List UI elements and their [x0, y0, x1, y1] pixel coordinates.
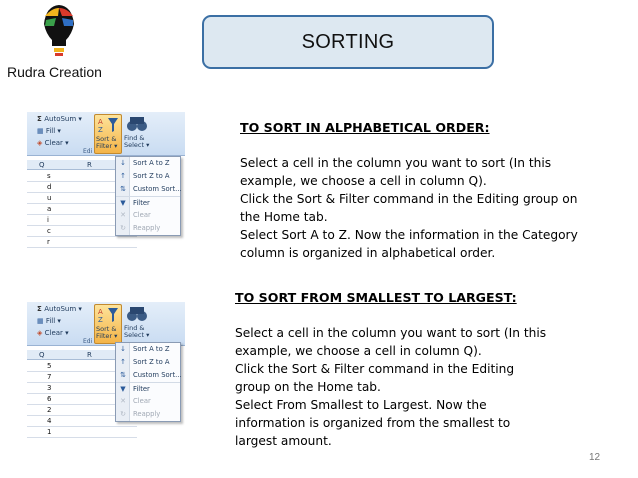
custom-sort-icon: ⇅ [120, 371, 126, 379]
svg-text:Z: Z [98, 316, 103, 324]
menu-item-clear: ✕ Clear [116, 395, 180, 408]
slide-title: SORTING [202, 15, 494, 69]
sort-za-icon: ↑ [120, 172, 126, 180]
table-row: 6 [27, 394, 137, 405]
sort-az-icon: ↓ [120, 345, 126, 353]
table-row: 1 [27, 427, 137, 438]
brand-name: Rudra Creation [7, 64, 102, 80]
table-row: 2 [27, 405, 137, 416]
editing-group-label: Edi [83, 338, 93, 345]
excel-screenshot-smallest-largest [27, 302, 185, 458]
rudra-creation-logo [36, 2, 82, 60]
text-line: the Home tab. [240, 210, 328, 224]
text-line: example, we choose a cell in column Q). [240, 174, 487, 188]
column-q-header: Q [39, 351, 45, 359]
excel-screenshot-alphabetical [27, 112, 185, 272]
table-row: d [27, 182, 137, 193]
svg-text:A: A [98, 118, 103, 126]
table-row: 4 [27, 416, 137, 427]
find-select-button: Find & Select ▾ [123, 304, 153, 344]
sort-filter-dropdown [115, 342, 181, 422]
text-line: Select a cell in the column you want to sort (In this [240, 156, 552, 170]
menu-item-custom-sort: ⇅ Custom Sort... [116, 183, 180, 196]
autosum-command: Σ AutoSum ▾ [37, 305, 82, 313]
sort-filter-icon [95, 305, 121, 325]
reapply-icon: ↻ [120, 224, 126, 232]
menu-item-reapply: ↻ Reapply [116, 408, 180, 421]
editing-group-label: Edi [83, 148, 93, 155]
text-line: Select From Smallest to Largest. Now the [235, 398, 487, 412]
clear-command: ◈ Clear ▾ [37, 329, 69, 337]
filter-icon: ▼ [120, 385, 126, 393]
menu-item-filter: ▼ Filter [116, 382, 180, 395]
sort-filter-dropdown [115, 156, 181, 236]
table-row: a [27, 204, 137, 215]
table-row: 3 [27, 383, 137, 394]
section-body [240, 154, 620, 262]
text-line: largest amount. [235, 434, 332, 448]
reapply-icon: ↻ [120, 410, 126, 418]
binoculars-icon [123, 114, 151, 134]
section-heading: TO SORT IN ALPHABETICAL ORDER: [240, 120, 490, 135]
find-select-button: Find & Select ▾ [123, 114, 153, 154]
column-r-header: R [87, 351, 92, 359]
menu-item-clear: ✕ Clear [116, 209, 180, 222]
svg-text:Z: Z [98, 126, 103, 134]
menu-item-sort-a-to-z: ↓ Sort A to Z [116, 157, 180, 170]
section-alphabetical [240, 119, 620, 262]
menu-item-sort-z-to-a: ↑ Sort Z to A [116, 170, 180, 183]
autosum-command: Σ AutoSum ▾ [37, 115, 82, 123]
custom-sort-icon: ⇅ [120, 185, 126, 193]
clear-filter-icon: ✕ [120, 211, 126, 219]
section-body [235, 324, 580, 450]
table-row: 7 [27, 372, 137, 383]
table-row: s [27, 171, 137, 182]
sort-az-icon: ↓ [120, 159, 126, 167]
text-line: Click the Sort & Filter command in the Editing group on [240, 192, 578, 206]
text-line: Select a cell in the column you want to sort (In this [235, 326, 547, 340]
text-line: information is organized from the smallest to [235, 416, 511, 430]
section-heading: TO SORT FROM SMALLEST TO LARGEST: [235, 290, 517, 305]
fill-command: ▦ Fill ▾ [37, 317, 61, 325]
table-row: i [27, 215, 137, 226]
text-line: Click the Sort & Filter command in the Editing [235, 362, 515, 376]
table-row: 5 [27, 361, 137, 372]
menu-item-reapply: ↻ Reapply [116, 222, 180, 235]
section-smallest-largest [235, 289, 580, 450]
ribbon-editing-group [27, 112, 185, 156]
text-line: example, we choose a cell in column Q). [235, 344, 482, 358]
clear-filter-icon: ✕ [120, 397, 126, 405]
text-line: column is organized in alphabetical order. [240, 246, 496, 260]
page-number: 12 [589, 452, 601, 463]
binoculars-icon [123, 304, 151, 324]
table-row: u [27, 193, 137, 204]
menu-item-filter: ▼ Filter [116, 196, 180, 209]
menu-item-custom-sort: ⇅ Custom Sort... [116, 369, 180, 382]
column-q-header: Q [39, 161, 45, 169]
sort-filter-icon [95, 115, 121, 135]
menu-item-sort-a-to-z: ↓ Sort A to Z [116, 343, 180, 356]
ribbon-editing-group [27, 302, 185, 346]
text-line: group on the Home tab. [235, 380, 381, 394]
clear-command: ◈ Clear ▾ [37, 139, 69, 147]
filter-icon: ▼ [120, 199, 126, 207]
sort-filter-button: A Z Sort & Filter ▾ [94, 114, 122, 154]
svg-text:A: A [98, 308, 103, 316]
table-row: c [27, 226, 137, 237]
table-row: r [27, 237, 137, 248]
sort-za-icon: ↑ [120, 358, 126, 366]
sort-filter-button: A Z Sort & Filter ▾ [94, 304, 122, 344]
menu-item-sort-z-to-a: ↑ Sort Z to A [116, 356, 180, 369]
column-r-header: R [87, 161, 92, 169]
text-line: Select Sort A to Z. Now the information in the Category [240, 228, 578, 242]
fill-command: ▦ Fill ▾ [37, 127, 61, 135]
